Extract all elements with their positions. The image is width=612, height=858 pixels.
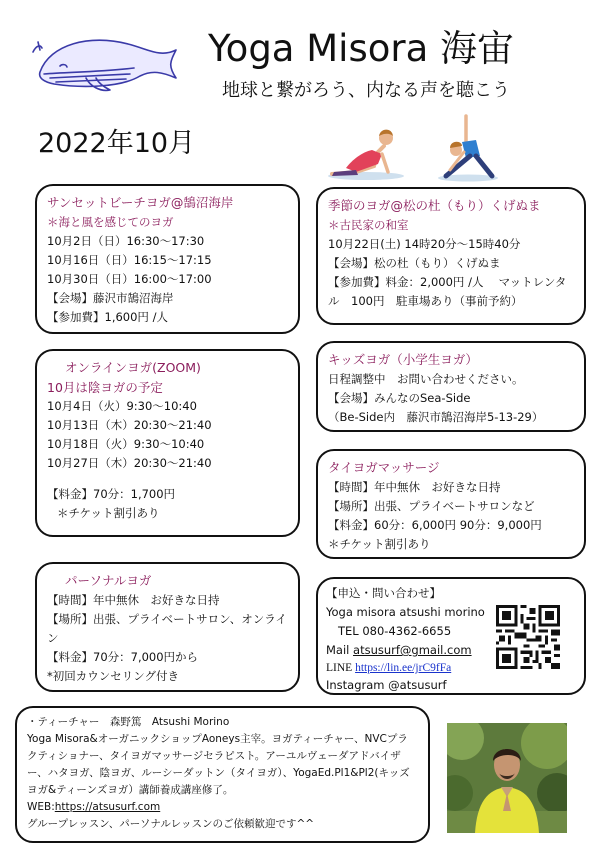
cobra-pose-figure: [326, 124, 406, 182]
section-title: オンラインヨガ(ZOOM): [65, 360, 201, 375]
mail-label: Mail: [326, 643, 354, 657]
personal-yoga-section: [35, 562, 300, 692]
schedule-date: 10月27日（木）20:30〜21:40: [47, 456, 212, 470]
schedule-date: 10月30日（日）16:00〜17:00: [47, 272, 212, 286]
section-title: タイヨガマッサージ: [328, 460, 440, 475]
section-title: 季節のヨガ@松の杜（もり）くげぬま: [328, 198, 541, 213]
counseling-note: *初回カウンセリング付き: [47, 669, 180, 683]
section-title: キッズヨガ（小学生ヨガ）: [328, 352, 478, 367]
contact-name: Yoga misora atsushi morino: [326, 605, 485, 619]
line-link[interactable]: https://lin.ee/jrC9fFa: [355, 662, 452, 674]
schedule-date: 10月13日（木）20:30〜21:40: [47, 418, 212, 432]
venue: 【会場】藤沢市鵠沼海岸: [47, 291, 174, 305]
fee: 【参加費】料金：2,000円 /人 マットレンタル 100円 駐車場あり（事前予約）: [328, 275, 567, 308]
fee: 【参加費】1,600円 /人: [47, 310, 168, 324]
section-title: 【申込・問い合わせ】: [326, 586, 441, 600]
fee: 【料金】60分：6,000円 90分：9,000円: [328, 518, 542, 532]
schedule-date: 10月18日（火）9:30〜10:40: [47, 437, 205, 451]
section-subtitle: 10月は陰ヨガの予定: [47, 380, 163, 395]
place: 【場所】出張、プライベートサロン、オンライン: [47, 612, 287, 645]
teacher-photo: [447, 723, 567, 833]
fee: 【料金】70分：1,700円: [47, 487, 176, 501]
kids-yoga-section: [316, 341, 586, 432]
line-label: LINE: [326, 662, 356, 674]
teacher-profile-section: [15, 706, 430, 843]
sunset-beach-yoga-section: [35, 184, 300, 334]
website-link[interactable]: https://atsusurf.com: [54, 801, 161, 813]
schedule-date: 10月16日（日）16:15〜17:15: [47, 253, 212, 267]
thai-yoga-massage-section: [316, 449, 586, 559]
venue: 【会場】松の杜（もり）くげぬま: [328, 256, 501, 270]
online-yoga-section: [35, 349, 300, 537]
seasonal-yoga-section: [316, 187, 586, 325]
time: 【時間】年中無休 お好きな日持: [47, 593, 220, 607]
phone-number: TEL 080-4362-6655: [338, 624, 452, 638]
schedule-date: 10月22日(土) 14時20分〜15時40分: [328, 237, 521, 251]
teacher-name: ・ティーチャー 森野篤 Atsushi Morino: [27, 716, 230, 728]
closing-note: グループレッスン、パーソナルレッスンのご依頼歓迎です^^: [27, 818, 315, 830]
section-title: サンセットビーチヨガ@鵠沼海岸: [47, 195, 234, 210]
schedule-date: 10月4日（火）9:30〜10:40: [47, 399, 197, 413]
teacher-bio: Yoga Misora&オーガニックショップAoneys主宰。ヨガティーチャー、NVCプラクティショナー、タイヨガマッサージセラピスト。アーユルヴェーダアドバイザー、ハタヨガ、陰ヨガ、ルーシーダットン（タイヨガ）、YogaEd.Pl1&Pl2(キッズヨガ&ティーンズヨガ）講師養成講座修了。: [27, 733, 410, 796]
section-subtitle: ＊海と風を感じてのヨガ: [47, 215, 174, 229]
whale-illustration: [30, 22, 180, 94]
qr-code[interactable]: [496, 605, 560, 669]
web-label: WEB:: [27, 801, 55, 813]
section-subtitle: ＊古民家の和室: [328, 218, 409, 232]
time: 【時間】年中無休 お好きな日持: [328, 480, 501, 494]
schedule-date: 10月2日（日）16:30〜17:30: [47, 234, 205, 248]
instagram-handle: Instagram @atsusurf: [326, 678, 447, 692]
page-title: Yoga Misora 海宙: [208, 27, 515, 70]
email-link[interactable]: atsusurf@gmail.com: [353, 643, 472, 657]
triangle-pose-figure: [436, 112, 500, 182]
schedule-note: 日程調整中 お問い合わせください。: [328, 372, 524, 386]
website-row: [27, 799, 418, 816]
page-subtitle: 地球と繋がろう、内なる声を聴こう: [222, 80, 510, 101]
ticket-note: ＊チケット割引あり: [328, 537, 431, 551]
address: （Be-Side内 藤沢市鵠沼海岸5-13-29）: [328, 410, 544, 424]
fee: 【料金】70分：7,000円から: [47, 650, 199, 664]
ticket-note: ＊チケット割引あり: [57, 506, 160, 520]
venue: 【会場】みんなのSea-Side: [328, 391, 471, 405]
month-heading: 2022年10月: [38, 128, 196, 159]
section-title: パーソナルヨガ: [65, 573, 152, 588]
place: 【場所】出張、プライベートサロンなど: [328, 499, 535, 513]
